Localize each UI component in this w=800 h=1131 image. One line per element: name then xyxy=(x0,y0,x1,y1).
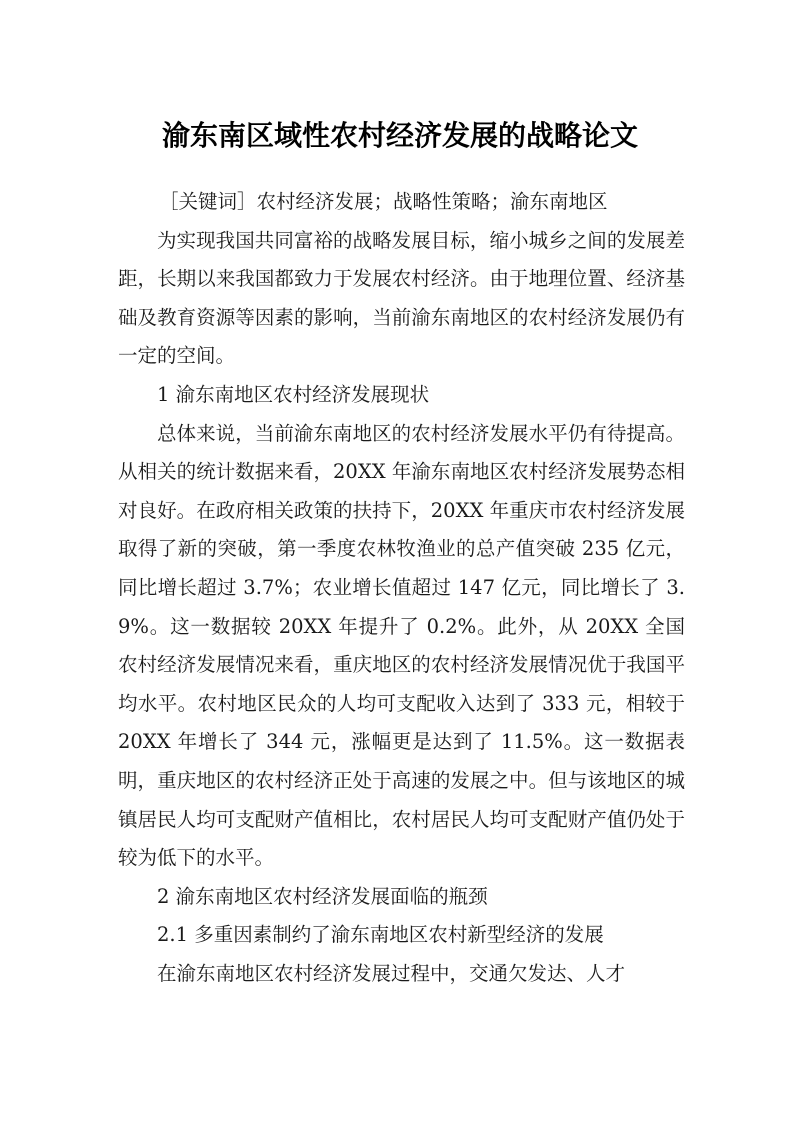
document-title: 渝东南区域性农村经济发展的战略论文 xyxy=(161,118,638,152)
intro-paragraph: 为实现我国共同富裕的战略发展目标，缩小城乡之间的发展差距，长期以来我国都致力于发展农村经济。由于地理位置、经济基础及教育资源等因素的影响，当前渝东南地区的农村经济发展仍有一定的空间。 xyxy=(118,228,685,368)
section-heading-2: 2 渝东南地区农村经济发展面临的瓶颈 xyxy=(157,884,488,908)
section-heading-1: 1 渝东南地区农村经济发展现状 xyxy=(157,382,430,406)
keywords-line: ［关键词］农村经济发展；战略性策略；渝东南地区 xyxy=(158,190,608,213)
constraints-paragraph: 在渝东南地区农村经济发展过程中，交通欠发达、人才 xyxy=(157,961,626,985)
status-paragraph: 总体来说，当前渝东南地区的农村经济发展水平仍有待提高。从相关的统计数据来看，20XX 年渝东南地区农村经济发展势态相对良好。在政府相关政策的扶持下，20XX 年重庆市农村经济发展取得了新的突破，第一季度农林牧渔业的总产值突破 235 亿元，同比增长超过 3.7%；农业增长值超过 147 亿元，同比增长了 3.9%。这一数据较 20XX 年提升了 0.2%。此外，从 20XX 全国农村经济发展情况来看，重庆地区的农村经济发展情况优于我国平均水平。农村地区民众的人均可支配收入达到了 333 元，相较于 20XX 年增长了 344 元，涨幅更是达到了 11.5%。这一数据表明，重庆地区的农村经济正处于高速的发展之中。但与该地区的城镇居民人均可支配财产值相比，农村居民人均可支配财产值仍处于较为低下的水平。 xyxy=(118,421,685,870)
subsection-heading-2-1: 2.1 多重因素制约了渝东南地区农村新型经济的发展 xyxy=(157,923,604,947)
document-body xyxy=(118,183,685,993)
